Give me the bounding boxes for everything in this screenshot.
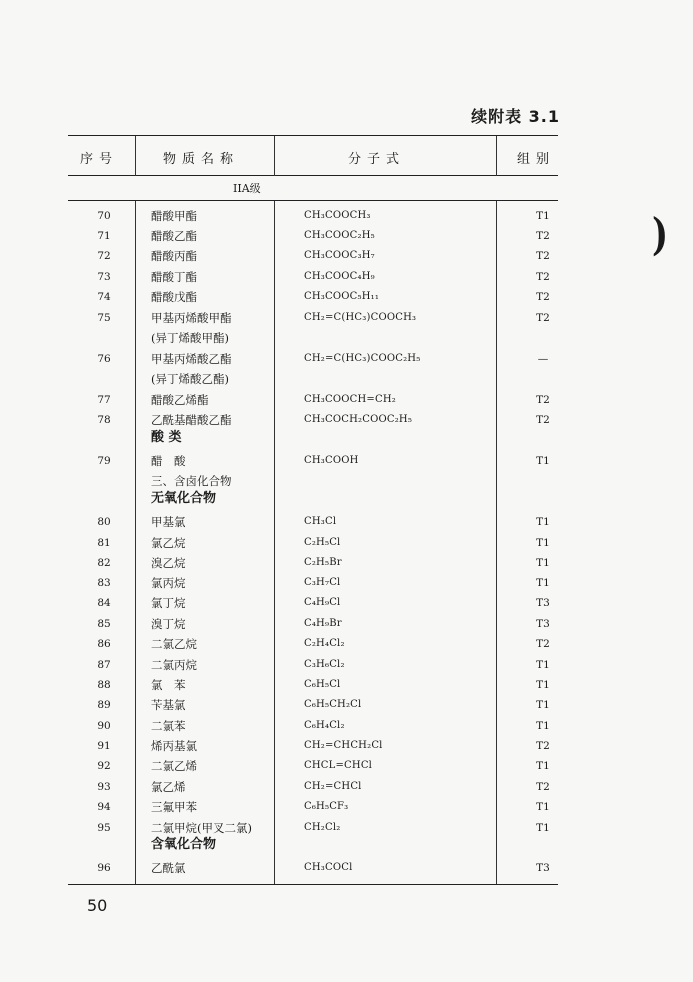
row-number: 75 <box>97 312 111 324</box>
row-number: 89 <box>97 699 111 711</box>
molecular-formula: C₄H₉Br <box>304 618 342 629</box>
row-number: 83 <box>97 577 111 589</box>
molecular-formula: CH₂=CHCl <box>304 781 362 792</box>
temperature-group: T1 <box>536 516 550 528</box>
temperature-group: T1 <box>536 720 550 732</box>
section-heading: 无氧化合物 <box>151 491 217 506</box>
molecular-formula: C₆H₅CF₃ <box>304 801 349 812</box>
molecular-formula: CH₃COOH <box>304 455 359 466</box>
temperature-group: T3 <box>536 597 550 609</box>
header-bottom-rule <box>68 175 558 176</box>
molecular-formula: C₃H₇Cl <box>304 577 341 588</box>
temperature-group: T2 <box>536 250 550 262</box>
substance-name: 氯乙烯 <box>151 780 186 794</box>
substance-name: 醋酸甲酯 <box>151 209 197 223</box>
temperature-group: T1 <box>536 210 550 222</box>
molecular-formula: CH₂=C(HC₃)COOC₂H₅ <box>304 353 421 364</box>
temperature-group: T3 <box>536 862 550 874</box>
row-number: 77 <box>97 394 111 406</box>
molecular-formula: C₆H₅CH₂Cl <box>304 699 362 710</box>
substance-name: 二氯乙烯 <box>151 759 197 773</box>
temperature-group: T1 <box>536 822 550 834</box>
substance-name: 溴丁烷 <box>151 617 186 631</box>
column-divider <box>274 201 275 884</box>
substance-name: 甲基氯 <box>151 515 186 529</box>
column-divider <box>496 136 497 176</box>
molecular-formula: CH₃COOC₂H₅ <box>304 230 375 241</box>
substance-name: 醋酸丙酯 <box>151 249 197 263</box>
temperature-group: T2 <box>536 394 550 406</box>
temperature-group: T1 <box>536 577 550 589</box>
temperature-group: T1 <box>536 557 550 569</box>
molecular-formula: C₄H₉Cl <box>304 597 341 608</box>
temperature-group: T1 <box>536 801 550 813</box>
row-number: 92 <box>97 760 111 772</box>
substance-name: 氯 苯 <box>151 678 186 692</box>
substance-name: 甲基丙烯酸甲酯 <box>151 311 232 325</box>
header-formula: 分子式 <box>348 152 406 167</box>
substance-name: 溴乙烷 <box>151 556 186 570</box>
substance-name: 醋酸乙烯酯 <box>151 393 209 407</box>
row-number: 73 <box>97 271 111 283</box>
row-number: 86 <box>97 638 111 650</box>
molecular-formula: C₃H₆Cl₂ <box>304 659 345 670</box>
temperature-group: T2 <box>536 740 550 752</box>
molecular-formula: CH₂Cl₂ <box>304 822 341 833</box>
temperature-group: T2 <box>536 781 550 793</box>
row-number: 95 <box>97 822 111 834</box>
molecular-formula: CH₃COOC₄H₉ <box>304 271 375 282</box>
substance-alias: (异丁烯酸甲酯) <box>151 331 229 345</box>
substance-name: 二氯乙烷 <box>151 637 197 651</box>
subclass-label: IIA级 <box>233 182 261 195</box>
section-heading: 含氧化合物 <box>151 837 217 852</box>
substance-name: 二氯甲烷(甲叉二氯) <box>151 821 252 835</box>
column-divider <box>496 201 497 884</box>
temperature-group: T3 <box>536 618 550 630</box>
molecular-formula: CH₂=CHCH₂Cl <box>304 740 383 751</box>
temperature-group: T1 <box>536 659 550 671</box>
temperature-group: T2 <box>536 638 550 650</box>
row-number: 74 <box>97 291 111 303</box>
substance-name: 氯丙烷 <box>151 576 186 590</box>
column-divider <box>274 136 275 176</box>
molecular-formula: CH₃COOCH₃ <box>304 210 371 221</box>
header-no: 序号 <box>80 152 119 167</box>
molecular-formula: CHCL=CHCl <box>304 760 373 771</box>
substance-name: 烯丙基氯 <box>151 739 197 753</box>
row-number: 78 <box>97 414 111 426</box>
molecular-formula: CH₃COOCH=CH₂ <box>304 394 396 405</box>
substance-name: 乙酰氯 <box>151 861 186 875</box>
row-number: 72 <box>97 250 111 262</box>
temperature-group: T1 <box>536 455 550 467</box>
temperature-group: T2 <box>536 414 550 426</box>
row-number: 71 <box>97 230 111 242</box>
row-number: 91 <box>97 740 111 752</box>
margin-bracket-mark: ) <box>652 209 669 261</box>
molecular-formula: C₂H₅Cl <box>304 537 341 548</box>
row-number: 79 <box>97 455 111 467</box>
subclass-rule <box>68 200 558 201</box>
molecular-formula: C₆H₅Cl <box>304 679 341 690</box>
substance-name: 二氯苯 <box>151 719 186 733</box>
temperature-group: T2 <box>536 271 550 283</box>
molecular-formula: CH₃COCl <box>304 862 353 873</box>
molecular-formula: CH₃COOC₃H₇ <box>304 250 375 261</box>
row-number: 88 <box>97 679 111 691</box>
substance-name: 三氟甲苯 <box>151 800 197 814</box>
substance-name: 三、含卤化合物 <box>151 474 232 488</box>
row-number: 70 <box>97 210 111 222</box>
molecular-formula: CH₃COOC₅H₁₁ <box>304 291 380 302</box>
section-heading: 酸 类 <box>151 430 182 445</box>
row-number: 94 <box>97 801 111 813</box>
header-name: 物质名称 <box>163 152 240 167</box>
table-top-rule <box>68 135 558 136</box>
substance-name: 醋酸丁酯 <box>151 270 197 284</box>
temperature-group: T1 <box>536 760 550 772</box>
column-divider <box>135 136 136 176</box>
molecular-formula: CH₃COCH₂COOC₂H₅ <box>304 414 413 425</box>
molecular-formula: C₂H₄Cl₂ <box>304 638 345 649</box>
molecular-formula: CH₂=C(HC₃)COOCH₃ <box>304 312 417 323</box>
substance-name: 氯丁烷 <box>151 596 186 610</box>
row-number: 87 <box>97 659 111 671</box>
temperature-group: T1 <box>536 679 550 691</box>
molecular-formula: C₆H₄Cl₂ <box>304 720 345 731</box>
temperature-group: T2 <box>536 230 550 242</box>
temperature-group: T1 <box>536 699 550 711</box>
table-bottom-rule <box>68 884 558 885</box>
substance-name: 醋酸戊酯 <box>151 290 197 304</box>
substance-name: 醋酸乙酯 <box>151 229 197 243</box>
row-number: 85 <box>97 618 111 630</box>
substance-name: 乙酰基醋酸乙酯 <box>151 413 232 427</box>
molecular-formula: C₂H₅Br <box>304 557 342 568</box>
row-number: 84 <box>97 597 111 609</box>
header-group: 组别 <box>517 152 556 167</box>
row-number: 93 <box>97 781 111 793</box>
substance-alias: (异丁烯酸乙酯) <box>151 372 229 386</box>
temperature-group: T1 <box>536 537 550 549</box>
temperature-group: T2 <box>536 291 550 303</box>
temperature-group: — <box>537 353 549 365</box>
substance-name: 苄基氯 <box>151 698 186 712</box>
substance-name: 醋 酸 <box>151 454 186 468</box>
row-number: 76 <box>97 353 111 365</box>
temperature-group: T2 <box>536 312 550 324</box>
substance-name: 二氯丙烷 <box>151 658 197 672</box>
row-number: 90 <box>97 720 111 732</box>
substance-name: 氯乙烷 <box>151 536 186 550</box>
row-number: 80 <box>97 516 111 528</box>
row-number: 81 <box>97 537 111 549</box>
page-number: 50 <box>87 896 108 915</box>
column-divider <box>135 201 136 884</box>
substance-name: 甲基丙烯酸乙酯 <box>151 352 232 366</box>
table-title: 续附表 3.1 <box>471 107 560 126</box>
molecular-formula: CH₃Cl <box>304 516 337 527</box>
row-number: 96 <box>97 862 111 874</box>
row-number: 82 <box>97 557 111 569</box>
